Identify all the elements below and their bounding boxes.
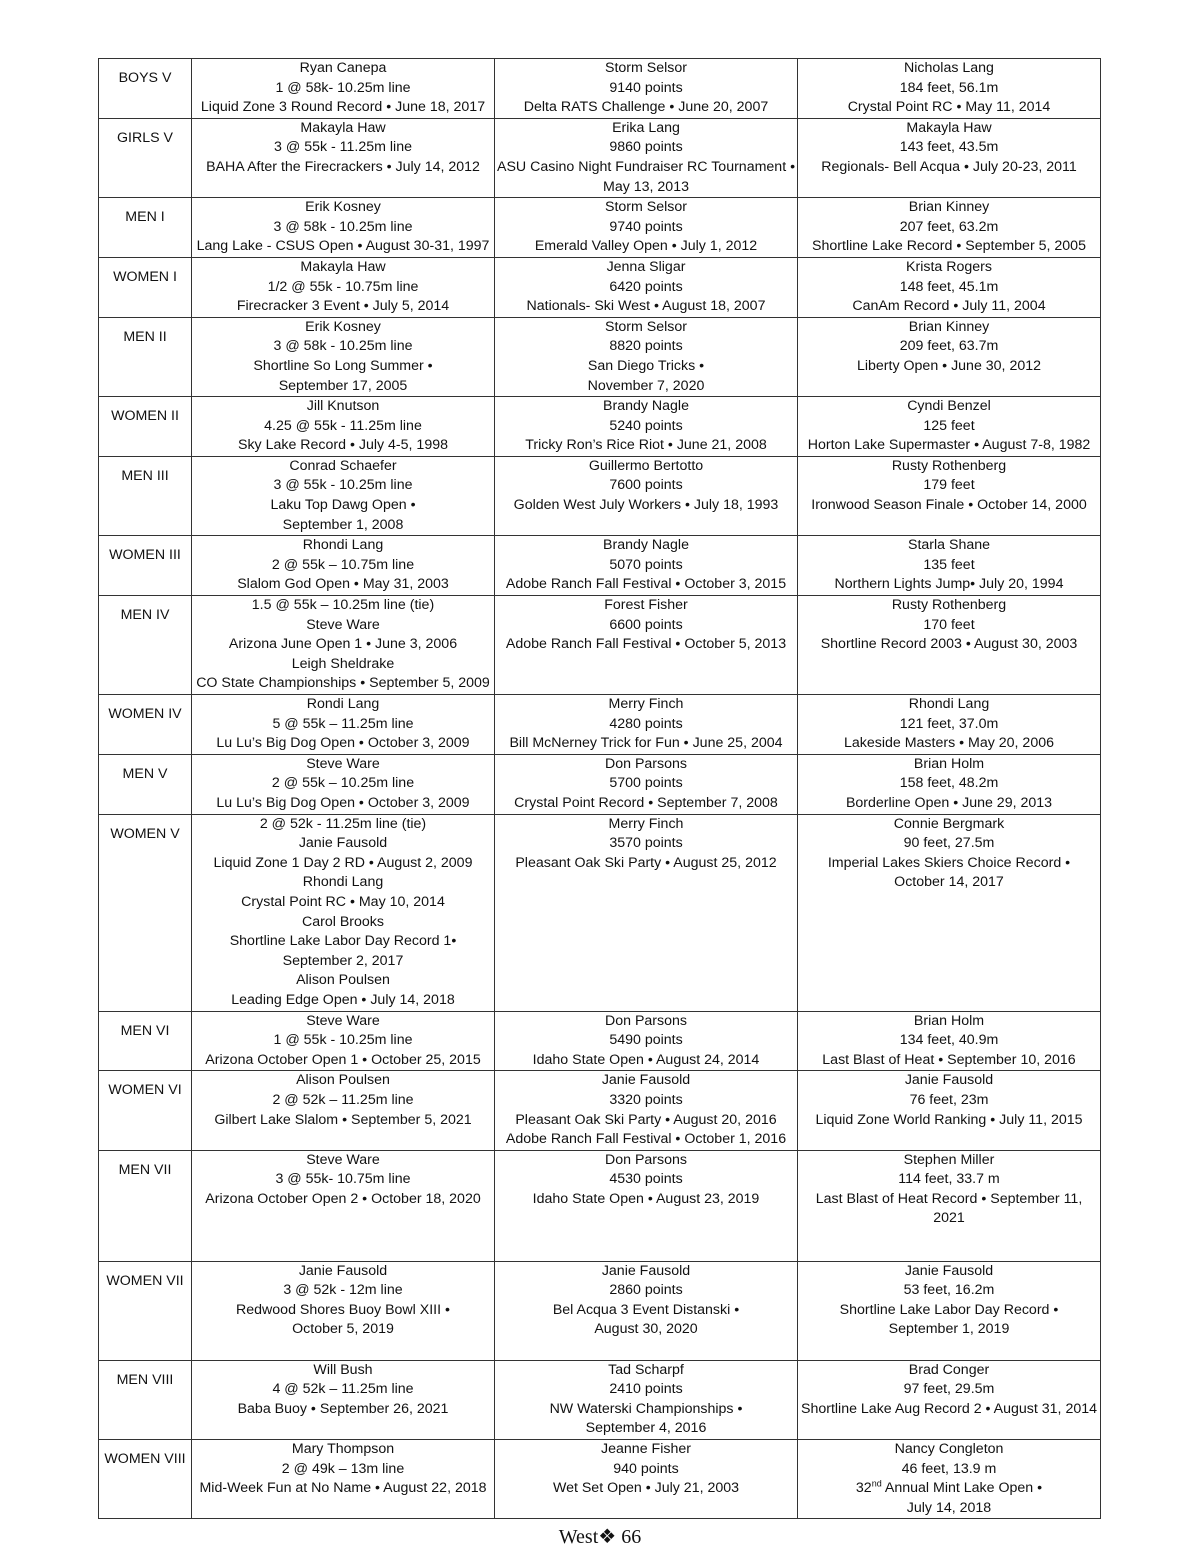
tricks-record-line: 9740 points [609, 218, 683, 235]
slalom-record-line: September 17, 2005 [278, 377, 408, 394]
slalom-record-line: Conrad Schaefer [289, 457, 397, 474]
jump-record-line: Shortline Lake Aug Record 2 • August 31, 2014 [800, 1400, 1098, 1417]
tricks-record-line: Golden West July Workers • July 18, 1993 [513, 497, 779, 514]
division-label: MEN VI [99, 1011, 192, 1071]
slalom-record-line: Rhondi Lang [302, 874, 384, 891]
tricks-record-line: Pleasant Oak Ski Party • August 20, 2016 [515, 1111, 777, 1128]
slalom-record-line: Rondi Lang [306, 696, 380, 713]
table-row [99, 317, 1101, 396]
slalom-record-line: Janie Fausold [298, 1262, 388, 1279]
jump-record-line: 97 feet, 29.5m [903, 1381, 995, 1398]
slalom-record-line: Alison Poulsen [296, 1072, 390, 1089]
tricks-record-line: Erika Lang [612, 119, 680, 136]
jump-record-line: 148 feet, 45.1m [899, 278, 999, 295]
tricks-record-cell [495, 1360, 798, 1439]
slalom-record-line: 1/2 @ 55k - 10.75m line [267, 278, 419, 295]
slalom-record-cell [192, 118, 495, 197]
table-row [99, 754, 1101, 814]
jump-record-line: 121 feet, 37.0m [899, 715, 999, 732]
jump-record-line [800, 1479, 1098, 1499]
slalom-record-cell [192, 596, 495, 695]
slalom-record-line: Janie Fausold [298, 835, 388, 852]
division-label: WOMEN VI [99, 1071, 192, 1150]
tricks-record-line: Bel Acqua 3 Event Distanski • [552, 1301, 740, 1318]
tricks-record-line: ASU Casino Night Fundraiser RC Tournament • [497, 158, 796, 175]
slalom-record-line: Steve Ware [306, 755, 380, 772]
tricks-record-line: Adobe Ranch Fall Festival • October 5, 2013 [505, 636, 787, 653]
slalom-record-line: 1 @ 55k - 10.25m line [273, 1032, 413, 1049]
page-footer [0, 1524, 1200, 1549]
jump-record-cell [798, 257, 1101, 317]
tricks-record-line: Emerald Valley Open • July 1, 2012 [534, 238, 758, 255]
tricks-record-line: Idaho State Open • August 24, 2014 [532, 1051, 760, 1068]
jump-record-line: 125 feet [923, 417, 975, 434]
jump-record-line: Borderline Open • June 29, 2013 [845, 795, 1053, 811]
division-label: WOMEN VIII [99, 1440, 192, 1519]
division-label: WOMEN V [99, 814, 192, 1011]
slalom-record-line: 2 @ 52k - 11.25m line (tie) [259, 815, 427, 832]
ordinal-number: 32 [855, 1480, 872, 1497]
tricks-record-line: Storm Selsor [605, 318, 687, 335]
table-row [99, 1150, 1101, 1261]
slalom-record-line: Will Bush [313, 1361, 373, 1378]
jump-record-line: 135 feet [923, 556, 975, 573]
jump-record-line: Liquid Zone World Ranking • July 11, 2015 [815, 1111, 1083, 1128]
jump-record-line: 134 feet, 40.9m [899, 1032, 999, 1049]
table-row [99, 695, 1101, 755]
tricks-record-line: Nationals- Ski West • August 18, 2007 [526, 298, 766, 315]
slalom-record-line: Arizona October Open 2 • October 18, 2020 [205, 1190, 481, 1207]
slalom-record-line: September 2, 2017 [282, 952, 404, 969]
tricks-record-line: 3320 points [609, 1091, 683, 1108]
slalom-record-line: Makayla Haw [300, 258, 386, 275]
jump-record-cell [798, 1011, 1101, 1071]
jump-record-line: Horton Lake Supermaster • August 7-8, 1982 [807, 437, 1091, 454]
ordinal-suffix: nd [871, 1478, 882, 1489]
slalom-record-line: Arizona October Open 1 • October 25, 2015 [205, 1051, 481, 1068]
division-label: MEN III [99, 456, 192, 535]
slalom-record-line: Baba Buoy • September 26, 2021 [237, 1400, 449, 1417]
jump-record-line: Rusty Rothenberg [891, 457, 1007, 474]
event-name: Annual Mint Lake Open • [884, 1480, 1043, 1497]
tricks-record-line: Janie Fausold [601, 1072, 691, 1089]
jump-record-cell [798, 695, 1101, 755]
jump-record-cell [798, 1360, 1101, 1439]
tricks-record-line: Crystal Point Record • September 7, 2008 [514, 795, 778, 811]
slalom-record-line: 4 @ 52k – 11.25m line [272, 1381, 414, 1398]
division-label: MEN VII [99, 1150, 192, 1261]
jump-record-line: Rhondi Lang [908, 696, 990, 713]
slalom-record-cell [192, 397, 495, 457]
tricks-record-line: 4530 points [609, 1171, 683, 1188]
slalom-record-cell [192, 59, 495, 119]
slalom-record-line: Erik Kosney [305, 318, 381, 335]
jump-record-cell [798, 1440, 1101, 1519]
jump-record-line: 209 feet, 63.7m [899, 338, 999, 355]
slalom-record-line: Laku Top Dawg Open • [270, 497, 416, 514]
table-row [99, 1360, 1101, 1439]
tricks-record-line: Idaho State Open • August 23, 2019 [532, 1190, 760, 1207]
jump-record-line: October 14, 2017 [894, 874, 1004, 891]
tricks-record-cell [495, 1011, 798, 1071]
jump-record-line: Last Blast of Heat • September 10, 2016 [822, 1051, 1076, 1068]
tricks-record-line: Guillermo Bertotto [588, 457, 704, 474]
records-table-body [99, 59, 1101, 1519]
slalom-record-cell [192, 814, 495, 1011]
jump-record-line: Northern Lights Jump• July 20, 1994 [834, 576, 1064, 593]
slalom-record-cell [192, 317, 495, 396]
jump-record-cell [798, 754, 1101, 814]
tricks-record-line: Forest Fisher [604, 597, 688, 614]
slalom-record-line: Ryan Canepa [299, 60, 387, 76]
slalom-record-line: 3 @ 58k - 10.25m line [273, 218, 413, 235]
slalom-record-line: Lang Lake - CSUS Open • August 30-31, 1997 [196, 238, 490, 255]
tricks-record-line: 5490 points [609, 1032, 683, 1049]
tricks-record-line: Brandy Nagle [603, 398, 689, 415]
slalom-record-line: 2 @ 52k – 11.25m line [272, 1091, 414, 1108]
slalom-record-line: 2 @ 55k – 10.75m line [271, 556, 415, 573]
slalom-record-cell [192, 456, 495, 535]
jump-record-line: Imperial Lakes Skiers Choice Record • [827, 854, 1071, 871]
jump-record-line: 170 feet [923, 616, 975, 633]
jump-record-line: September 1, 2019 [888, 1321, 1010, 1338]
jump-record-cell [798, 536, 1101, 596]
tricks-record-cell [495, 814, 798, 1011]
footer-region: West [558, 1526, 599, 1548]
jump-record-line: Crystal Point RC • May 11, 2014 [847, 99, 1051, 116]
slalom-record-cell [192, 1011, 495, 1071]
jump-record-line: 184 feet, 56.1m [899, 79, 999, 96]
division-label: MEN I [99, 198, 192, 258]
tricks-record-line: Delta RATS Challenge • June 20, 2007 [523, 99, 769, 116]
tricks-record-line: Adobe Ranch Fall Festival • October 3, 2015 [505, 576, 787, 593]
tricks-record-cell [495, 1071, 798, 1150]
slalom-record-cell [192, 695, 495, 755]
jump-record-cell [798, 596, 1101, 695]
tricks-record-cell [495, 695, 798, 755]
tricks-record-line: Merry Finch [608, 696, 684, 713]
table-row [99, 596, 1101, 695]
tricks-record-line: Don Parsons [604, 1012, 687, 1029]
tricks-record-line: Don Parsons [604, 755, 687, 772]
jump-record-line: Regionals- Bell Acqua • July 20-23, 2011 [821, 158, 1077, 175]
jump-record-line: Lakeside Masters • May 20, 2006 [843, 735, 1054, 752]
table-row [99, 1071, 1101, 1150]
slalom-record-line: Carol Brooks [301, 913, 384, 930]
table-row [99, 1440, 1101, 1519]
page-number: 66 [621, 1526, 642, 1548]
tricks-record-line: Storm Selsor [605, 199, 687, 216]
division-label: BOYS V [99, 59, 192, 119]
slalom-record-line: October 5, 2019 [292, 1321, 394, 1338]
slalom-record-cell [192, 257, 495, 317]
tricks-record-line: 5700 points [609, 775, 683, 792]
division-label: WOMEN II [99, 397, 192, 457]
division-label: WOMEN I [99, 257, 192, 317]
slalom-record-line: 2 @ 55k – 10.25m line [271, 775, 415, 792]
jump-record-cell [798, 198, 1101, 258]
tricks-record-line: Bill McNerney Trick for Fun • June 25, 2004 [509, 735, 783, 752]
division-label: MEN VIII [99, 1360, 192, 1439]
jump-record-line: 179 feet [923, 477, 975, 494]
division-label: WOMEN IV [99, 695, 192, 755]
slalom-record-line: Liquid Zone 3 Round Record • June 18, 2017 [200, 99, 486, 116]
division-label: MEN V [99, 754, 192, 814]
table-row [99, 397, 1101, 457]
jump-record-line: CanAm Record • July 11, 2004 [852, 298, 1046, 315]
table-row [99, 59, 1101, 119]
jump-record-line: Krista Rogers [906, 258, 992, 275]
slalom-record-line: 3 @ 58k - 10.25m line [273, 338, 413, 355]
slalom-record-line: Steve Ware [306, 1012, 380, 1029]
jump-record-line: 46 feet, 13.9 m [901, 1460, 997, 1477]
tricks-record-line: San Diego Tricks • [587, 357, 705, 374]
slalom-record-line: 3 @ 52k - 12m line [283, 1282, 403, 1299]
division-label: MEN II [99, 317, 192, 396]
tricks-record-line: 6420 points [609, 278, 683, 295]
tricks-record-line: 2860 points [609, 1282, 683, 1299]
slalom-record-line: 5 @ 55k – 11.25m line [272, 715, 414, 732]
tricks-record-cell [495, 754, 798, 814]
tricks-record-cell [495, 257, 798, 317]
tricks-record-cell [495, 1150, 798, 1261]
slalom-record-line: Leading Edge Open • July 14, 2018 [231, 991, 455, 1008]
table-row [99, 814, 1101, 1011]
slalom-record-line: Arizona June Open 1 • June 3, 2006 [228, 636, 458, 653]
tricks-record-line: Storm Selsor [605, 60, 687, 76]
slalom-record-line: 1 @ 58k- 10.25m line [275, 79, 411, 96]
tricks-record-cell [495, 118, 798, 197]
tricks-record-line: September 4, 2016 [585, 1420, 707, 1437]
tricks-record-line: 8820 points [609, 338, 683, 355]
tricks-record-line: Jenna Sligar [606, 258, 686, 275]
division-label: GIRLS V [99, 118, 192, 197]
slalom-record-line: Mid-Week Fun at No Name • August 22, 2018 [199, 1480, 487, 1497]
slalom-record-cell [192, 1150, 495, 1261]
tricks-record-line: Adobe Ranch Fall Festival • October 1, 2016 [505, 1131, 787, 1148]
slalom-record-cell [192, 1071, 495, 1150]
slalom-record-line: Shortline So Long Summer • [253, 357, 433, 374]
jump-record-line: 76 feet, 23m [909, 1091, 989, 1108]
slalom-record-cell [192, 1360, 495, 1439]
tricks-record-cell [495, 1440, 798, 1519]
slalom-record-line: Crystal Point RC • May 10, 2014 [241, 893, 445, 910]
tricks-record-line: Don Parsons [604, 1151, 687, 1168]
jump-record-line: Rusty Rothenberg [891, 597, 1007, 614]
jump-record-line: 143 feet, 43.5m [899, 139, 999, 156]
division-label: WOMEN III [99, 536, 192, 596]
tricks-record-line: Brandy Nagle [603, 537, 689, 554]
slalom-record-line: Erik Kosney [305, 199, 381, 216]
tricks-record-cell [495, 456, 798, 535]
tricks-record-line: 7600 points [609, 477, 683, 494]
tricks-record-line: NW Waterski Championships • [549, 1400, 743, 1417]
jump-record-line: Brad Conger [908, 1361, 990, 1378]
tricks-record-line: 6600 points [609, 616, 683, 633]
jump-record-line: Brian Holm [913, 1012, 985, 1029]
slalom-record-cell [192, 1440, 495, 1519]
tricks-record-line: May 13, 2013 [603, 178, 689, 195]
table-row [99, 1011, 1101, 1071]
tricks-record-line: Jeanne Fisher [601, 1441, 691, 1458]
jump-record-cell [798, 397, 1101, 457]
slalom-record-line: Gilbert Lake Slalom • September 5, 2021 [214, 1111, 472, 1128]
records-table [98, 58, 1101, 1519]
slalom-record-line: 4.25 @ 55k - 11.25m line [264, 417, 422, 434]
table-row [99, 257, 1101, 317]
table-row [99, 118, 1101, 197]
tricks-record-cell [495, 536, 798, 596]
slalom-record-cell [192, 198, 495, 258]
slalom-record-line: Rhondi Lang [302, 537, 384, 554]
tricks-record-cell [495, 596, 798, 695]
jump-record-line: Brian Kinney [908, 318, 990, 335]
slalom-record-line: Mary Thompson [291, 1441, 395, 1458]
table-row [99, 536, 1101, 596]
tricks-record-line: 3570 points [609, 835, 683, 852]
jump-record-line: Cyndi Benzel [907, 398, 991, 415]
slalom-record-cell [192, 1261, 495, 1360]
jump-record-line: Makayla Haw [906, 119, 992, 136]
slalom-record-line: September 1, 2008 [282, 516, 404, 533]
tricks-record-line: 5240 points [609, 417, 683, 434]
slalom-record-line: CO State Championships • September 5, 2009 [196, 675, 490, 692]
tricks-record-line: 940 points [613, 1460, 679, 1477]
table-row [99, 198, 1101, 258]
jump-record-line: Connie Bergmark [893, 815, 1005, 832]
jump-record-line: Liberty Open • June 30, 2012 [856, 357, 1041, 374]
jump-record-cell [798, 118, 1101, 197]
jump-record-cell [798, 1150, 1101, 1261]
slalom-record-line: Jill Knutson [306, 398, 380, 415]
slalom-record-line: Liquid Zone 1 Day 2 RD • August 2, 2009 [213, 854, 473, 871]
jump-record-line: 53 feet, 16.2m [903, 1282, 995, 1299]
tricks-record-line: November 7, 2020 [587, 377, 705, 394]
jump-record-line: Janie Fausold [904, 1072, 994, 1089]
tricks-record-cell [495, 59, 798, 119]
slalom-record-line: Firecracker 3 Event • July 5, 2014 [236, 298, 450, 315]
jump-record-line: Stephen Miller [903, 1151, 995, 1168]
slalom-record-line: 2 @ 49k – 13m line [281, 1460, 405, 1477]
tricks-record-line: 9860 points [609, 139, 683, 156]
slalom-record-line: Shortline Lake Labor Day Record 1• [229, 933, 457, 950]
slalom-record-line: Steve Ware [306, 1151, 380, 1168]
slalom-record-line: Leigh Sheldrake [291, 655, 395, 672]
jump-record-cell [798, 59, 1101, 119]
table-row [99, 456, 1101, 535]
jump-record-cell [798, 1071, 1101, 1150]
tricks-record-line: 5070 points [609, 556, 683, 573]
tricks-record-cell [495, 1261, 798, 1360]
tricks-record-line: Merry Finch [608, 815, 684, 832]
slalom-record-line: Makayla Haw [300, 119, 386, 136]
jump-record-line: Janie Fausold [904, 1262, 994, 1279]
division-label: WOMEN VII [99, 1261, 192, 1360]
tricks-record-line: August 30, 2020 [594, 1321, 698, 1338]
slalom-record-line: 3 @ 55k - 10.25m line [273, 477, 413, 494]
jump-record-cell [798, 456, 1101, 535]
slalom-record-line: BAHA After the Firecrackers • July 14, 2012 [206, 158, 480, 175]
jump-record-line: Brian Kinney [908, 199, 990, 216]
tricks-record-cell [495, 198, 798, 258]
ornament-icon: ❖ [598, 1526, 617, 1548]
slalom-record-cell [192, 754, 495, 814]
slalom-record-line: Slalom God Open • May 31, 2003 [237, 576, 449, 593]
slalom-record-line: Sky Lake Record • July 4-5, 1998 [237, 437, 448, 454]
jump-record-line: Nancy Congleton [894, 1441, 1004, 1458]
slalom-record-line: 3 @ 55k- 10.75m line [275, 1171, 411, 1188]
tricks-record-line: Pleasant Oak Ski Party • August 25, 2012 [515, 854, 777, 871]
jump-record-line: Shortline Lake Record • September 5, 2005 [812, 238, 1086, 255]
slalom-record-line: Lu Lu’s Big Dog Open • October 3, 2009 [216, 795, 470, 811]
jump-record-line: 90 feet, 27.5m [903, 835, 995, 852]
jump-record-line: 158 feet, 48.2m [899, 775, 999, 792]
jump-record-line: Shortline Lake Labor Day Record • [839, 1301, 1059, 1318]
slalom-record-line: Redwood Shores Buoy Bowl XIII • [236, 1301, 450, 1318]
slalom-record-cell [192, 536, 495, 596]
jump-record-line: Last Blast of Heat Record • September 11, 2021 [815, 1190, 1083, 1227]
jump-record-line: Nicholas Lang [904, 60, 994, 76]
tricks-record-line: Tricky Ron’s Rice Riot • June 21, 2008 [525, 437, 767, 454]
tricks-record-line: Tad Scharpf [608, 1361, 684, 1378]
jump-record-line: Shortline Record 2003 • August 30, 2003 [820, 636, 1078, 653]
tricks-record-cell [495, 317, 798, 396]
tricks-record-line: 9140 points [609, 79, 683, 96]
jump-record-line: Ironwood Season Finale • October 14, 2000 [811, 497, 1087, 514]
tricks-record-line: Wet Set Open • July 21, 2003 [552, 1480, 740, 1497]
tricks-record-line: 4280 points [609, 715, 683, 732]
tricks-record-cell [495, 397, 798, 457]
slalom-record-line: Lu Lu’s Big Dog Open • October 3, 2009 [216, 735, 470, 752]
table-row [99, 1261, 1101, 1360]
slalom-record-line: Alison Poulsen [296, 972, 390, 989]
tricks-record-line: Janie Fausold [601, 1262, 691, 1279]
jump-record-cell [798, 317, 1101, 396]
jump-record-line: Brian Holm [913, 755, 985, 772]
jump-record-cell [798, 1261, 1101, 1360]
slalom-record-line: 1.5 @ 55k – 10.25m line (tie) [251, 597, 435, 614]
jump-record-cell [798, 814, 1101, 1011]
jump-record-line: 114 feet, 33.7 m [898, 1171, 1000, 1188]
jump-record-line: Starla Shane [907, 537, 991, 554]
jump-record-line: 207 feet, 63.2m [899, 218, 999, 235]
jump-record-line: July 14, 2018 [906, 1499, 992, 1516]
slalom-record-line: Steve Ware [306, 616, 380, 633]
slalom-record-line: 3 @ 55k - 11.25m line [274, 139, 412, 156]
division-label: MEN IV [99, 596, 192, 695]
tricks-record-line: 2410 points [609, 1381, 683, 1398]
